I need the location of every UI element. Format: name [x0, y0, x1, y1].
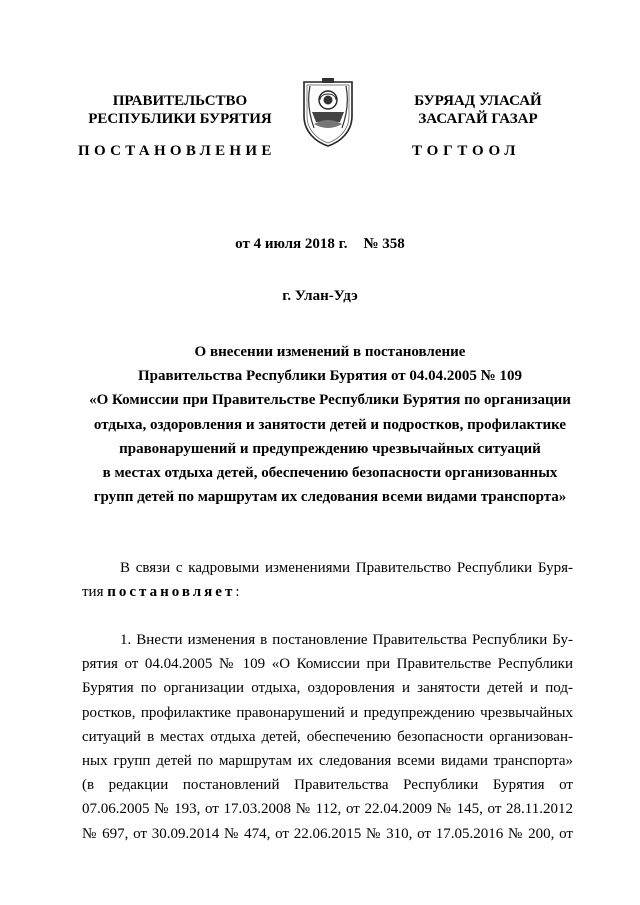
- paragraph-line: ростков, профилактике правонарушений и предупреждению чрезвычайных: [82, 704, 573, 721]
- intro-line-prefix: тия: [82, 584, 108, 601]
- coat-of-arms-icon: [298, 76, 358, 148]
- intro-paragraph: [82, 556, 573, 604]
- header-right-line2: ЗАСАГАЙ ГАЗАР: [418, 111, 538, 127]
- decree-number: № 358: [363, 236, 405, 252]
- header-right-line1: БУРЯАД УЛАСАЙ: [414, 93, 542, 109]
- title-line: О внесении изменений в постановление: [194, 344, 466, 360]
- decree-date: от 4 июля 2018 г.: [235, 236, 348, 252]
- paragraph-line: № 697, от 30.09.2014 № 474, от 22.06.2015 № 310, от 17.05.2016 № 200, от: [82, 825, 573, 842]
- decree-type-left: ПОСТАНОВЛЕНИЕ: [78, 143, 276, 159]
- paragraph-line: 1. Внести изменения в постановление Правительства Республики Бу-: [120, 632, 573, 648]
- decree-type-right: ТОГТООЛ: [412, 143, 521, 159]
- paragraph-line: Бурятия по организации отдыха, оздоровления и занятости детей и под-: [82, 680, 573, 697]
- intro-line: В связи с кадровыми изменениями Правительство Республики Буря-: [120, 560, 573, 576]
- title-line: в местах отдыха детей, обеспечению безопасности организованных: [102, 465, 558, 482]
- paragraph-line: ных групп детей по маршрутам их следования всеми видами транспорта»: [82, 752, 573, 769]
- decree-city: г. Улан-Удэ: [282, 288, 358, 304]
- paragraph-line: 07.06.2005 № 193, от 17.03.2008 № 112, от 22.04.2009 № 145, от 28.11.2012: [82, 801, 573, 818]
- intro-line-suffix: :: [235, 584, 240, 601]
- title-line: Правительства Республики Бурятия от 04.04.2005 № 109: [137, 368, 522, 385]
- title-line: отдыха, оздоровления и занятости детей и подростков, профилактике: [93, 416, 567, 433]
- title-line: «О Комиссии при Правительстве Республики Бурятия по организации: [89, 392, 571, 409]
- paragraph-line: рятия от 04.04.2005 № 109 «О Комиссии при Правительстве Республики: [82, 656, 573, 673]
- header-right-block: [368, 92, 588, 128]
- title-line: групп детей по маршрутам их следования всеми видами транспорта»: [93, 489, 567, 506]
- paragraph-line: ситуаций в местах отдыха детей, обеспечению безопасности организован-: [82, 728, 573, 745]
- intro-line: [82, 580, 573, 604]
- decree-date-line: [0, 236, 640, 253]
- header-left-line1: ПРАВИТЕЛЬСТВО: [112, 93, 248, 109]
- header-left-block: [70, 92, 290, 128]
- header-left-line2: РЕСПУБЛИКИ БУРЯТИЯ: [88, 111, 272, 127]
- resolves-word: постановляет: [107, 584, 236, 601]
- paragraph-1: [82, 628, 573, 846]
- title-line: правонарушений и предупреждению чрезвычайных ситуаций: [119, 440, 541, 457]
- paragraph-line: (в редакции постановлений Правительства Республики Бурятия от: [82, 777, 573, 794]
- decree-title: [60, 340, 600, 509]
